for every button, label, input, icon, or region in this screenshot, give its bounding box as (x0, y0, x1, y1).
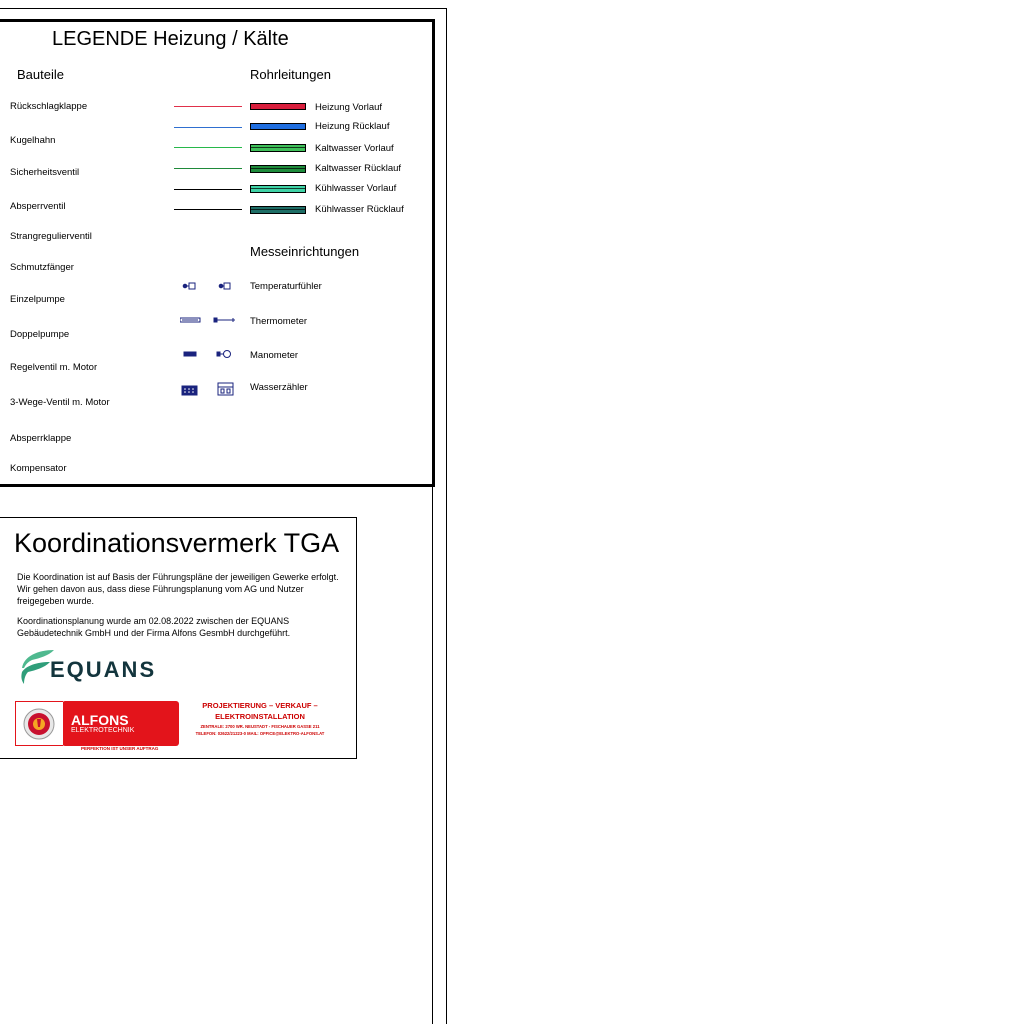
pipe-line (174, 189, 242, 190)
water-meter-icon (182, 383, 233, 395)
coordination-paragraph-1: Die Koordination ist auf Basis der Führungspläne der jeweiligen Gewerke erfolgt. Wir gehen davon aus, dass diese Führungsplanung vom AG und Nutzer freigegeben wurde. (17, 572, 339, 606)
component-item: Strangregulierventil (10, 231, 92, 242)
alfons-info-line1: PROJEKTIERUNG – VERKAUF – (202, 701, 318, 710)
pipe-label: Kühlwasser Vorlauf (315, 183, 397, 194)
component-item: Einzelpumpe (10, 294, 65, 305)
pipe-line (174, 168, 242, 169)
measure-label: Temperaturfühler (250, 281, 322, 292)
alfons-motto: PERFEKTION IST UNSER AUFTRAG (81, 746, 159, 751)
component-item: Absperrklappe (10, 433, 72, 444)
legend-box (0, 19, 435, 487)
temperature-sensor-icon (183, 283, 230, 289)
pipe-label: Heizung Vorlauf (315, 102, 383, 113)
pipe-swatch (250, 206, 306, 214)
component-item: Kugelhahn (10, 135, 56, 146)
equans-logo-text: EQUANS (50, 657, 157, 682)
alfons-name: ALFONS (71, 712, 129, 728)
component-item: Schmutzfänger (10, 262, 74, 273)
alfons-badge-icon (22, 707, 56, 741)
component-item: Kompensator (10, 463, 67, 474)
coordination-title: Koordinationsvermerk TGA (14, 528, 340, 558)
sheet-border-right (446, 8, 447, 1024)
pipe-label: Kaltwasser Rücklauf (315, 163, 402, 174)
alfons-info-line3: ZENTRALE: 2700 WR. NEUSTADT - FISCHAUER GASSE 211 (200, 724, 320, 729)
measure-heading: Messeinrichtungen (250, 244, 360, 259)
sheet-border-inner (432, 486, 433, 1024)
pipe-swatch (250, 185, 306, 193)
pipe-line (174, 147, 242, 148)
pipe-swatch (250, 165, 306, 173)
pipe-line (174, 209, 242, 210)
measure-label: Wasserzähler (250, 382, 308, 393)
component-item: 3-Wege-Ventil m. Motor (10, 397, 110, 408)
legend-title: LEGENDE Heizung / Kälte (52, 28, 289, 50)
component-item: Absperrventil (10, 201, 66, 212)
pipe-swatch (250, 123, 306, 130)
thermometer-icon (180, 318, 235, 322)
pipe-label: Kühlwasser Rücklauf (315, 204, 404, 215)
component-item: Rückschlagklappe (10, 101, 88, 112)
pipe-line (174, 106, 242, 107)
component-item: Sicherheitsventil (10, 167, 80, 178)
measure-label: Thermometer (250, 316, 308, 327)
pipe-swatch (250, 103, 306, 110)
measure-symbols (180, 280, 236, 400)
coordination-paragraph-2: Koordinationsplanung wurde am 02.08.2022 zwischen der EQUANS Gebäudetechnik GmbH und der Firma Alfons GesmbH durchgeführt. (17, 616, 291, 638)
pipe-swatch (250, 144, 306, 152)
manometer-icon (184, 351, 231, 358)
pipe-line (174, 127, 242, 128)
component-item: Regelventil m. Motor (10, 362, 98, 373)
measure-label: Manometer (250, 350, 299, 361)
alfons-info-line4: TELEFON: 02622/21223-0 MAIL: OFFICE@ELEKTRO-ALFONS.AT (195, 731, 325, 736)
alfons-info-line2: ELEKTROINSTALLATION (215, 712, 305, 721)
components-heading: Bauteile (17, 67, 64, 82)
component-item: Doppelpumpe (10, 329, 70, 340)
sheet-border-top (0, 8, 446, 9)
pipe-label: Kaltwasser Vorlauf (315, 143, 394, 154)
pipes-heading: Rohrleitungen (250, 67, 331, 82)
alfons-subtitle: ELEKTROTECHNIK (71, 727, 135, 734)
pipe-label: Heizung Rücklauf (315, 121, 390, 132)
